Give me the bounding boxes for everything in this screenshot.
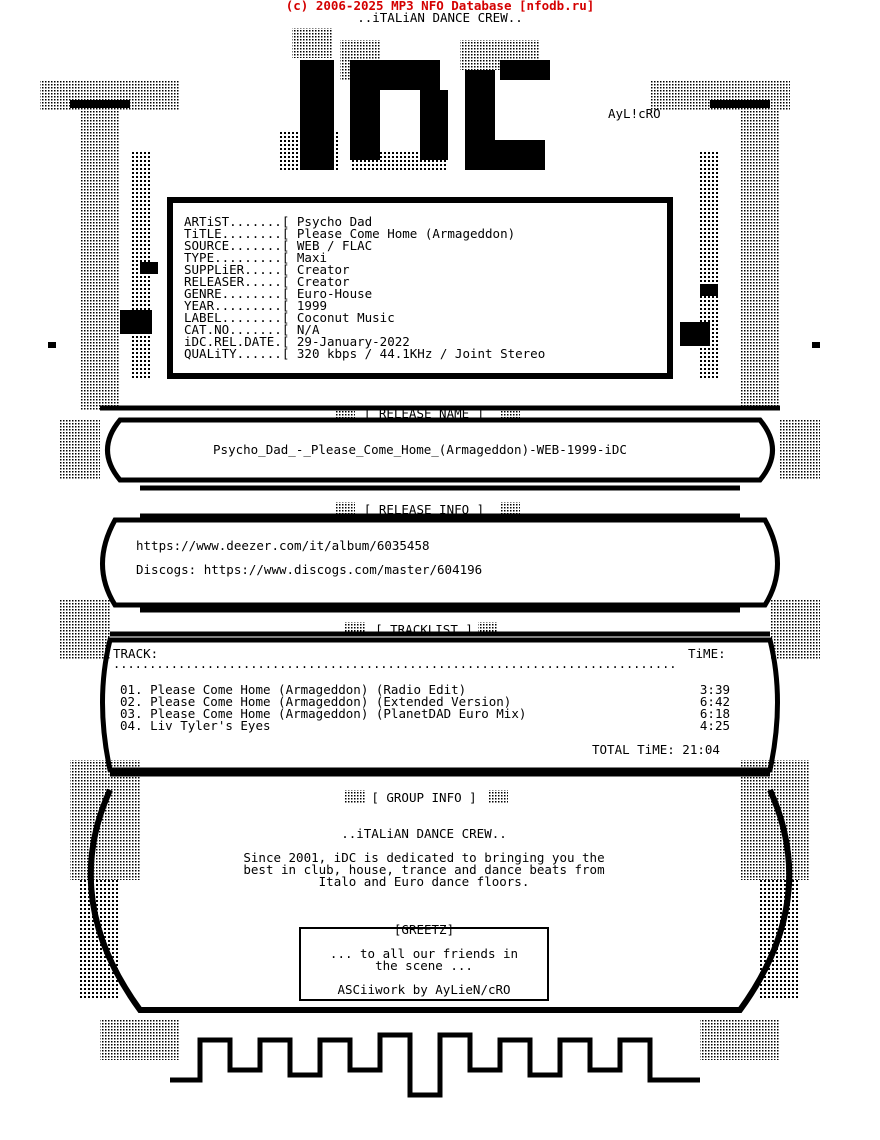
greetz-heading: [GREETZ] [393,922,455,937]
tracklist-heading: [ TRACKLIST ] [375,622,473,637]
track-title: 04. Liv Tyler's Eyes [120,718,271,733]
track-row [120,720,730,732]
info-key: SUPPLiER.....[ [184,262,290,277]
track-title: 03. Please Come Home (Armageddon) (PlanetDAD Euro Mix) [120,706,527,721]
info-value: Psycho Dad [296,214,373,229]
ascii-credit: AyL!cRO [608,106,661,121]
info-key: QUALiTY......[ [184,346,290,361]
group-desc-line3: Italo and Euro dance floors. [318,874,530,889]
group-desc-line2: best in club, house, trance and dance beats from [243,862,605,877]
track-time: 6:42 [699,694,730,709]
info-key: CAT.NO.......[ [184,322,290,337]
track-title: 01. Please Come Home (Armageddon) (Radio Edit) [120,682,467,697]
ascii-artist-credit: ASCiiwork by AyLieN/cRO [337,982,511,997]
info-key: YEAR.........[ [184,298,290,313]
release-name-value: Psycho_Dad_-_Please_Come_Home_(Armageddon)-WEB-1999-iDC [213,442,627,457]
group-name: ..iTALiAN DANCE CREW.. [341,826,507,841]
group-tagline: ..iTALiAN DANCE CREW.. [357,10,523,25]
group-info-heading: [ GROUP INFO ] [371,790,477,805]
info-key: SOURCE.......[ [184,238,290,253]
release-info-heading: [ RELEASE INFO ] [363,502,485,517]
info-value: Maxi [296,250,327,265]
info-key: ARTiST.......[ [184,214,290,229]
nfodb-credit: (c) 2006-2025 MP3 NFO Database [nfodb.ru] [285,0,595,13]
release-name-heading: [ RELEASE NAME ] [363,406,485,421]
info-value: 1999 [296,298,327,313]
time-column-header: TiME: [688,646,726,661]
total-time: TOTAL TiME: 21:04 [592,742,720,757]
discogs-link[interactable]: Discogs: https://www.discogs.com/master/604196 [136,562,483,577]
track-title: 02. Please Come Home (Armageddon) (Extended Version) [120,694,512,709]
info-row [184,348,545,360]
track-time: 3:39 [699,682,730,697]
track-time: 6:18 [699,706,730,721]
info-key: LABEL........[ [184,310,290,325]
idc-logo [280,28,550,170]
info-key: TYPE.........[ [184,250,290,265]
info-value: Euro-House [296,286,373,301]
info-value: 29-January-2022 [296,334,410,349]
info-value: Coconut Music [296,310,395,325]
info-value: 320 kbps / 44.1KHz / Joint Stereo [296,346,546,361]
info-value: Creator [296,274,350,289]
info-value: WEB / FLAC [296,238,373,253]
info-value: N/A [296,322,320,337]
dotted-separator: .............................................................................. [113,658,677,670]
info-key: iDC.REL.DATE.[ [184,334,290,349]
info-value: Please Come Home (Armageddon) [296,226,516,241]
track-time: 4:25 [699,718,730,733]
info-key: TiTLE........[ [184,226,290,241]
greetz-line2: the scene ... [375,958,473,973]
info-key: GENRE........[ [184,286,290,301]
info-value: Creator [296,262,350,277]
track-column-header: TRACK: [113,646,159,661]
deezer-link[interactable]: https://www.deezer.com/it/album/6035458 [136,538,430,553]
info-key: RELEASER.....[ [184,274,290,289]
group-desc-line1: Since 2001, iDC is dedicated to bringing you the [243,850,605,865]
greetz-line1: ... to all our friends in [329,946,519,961]
